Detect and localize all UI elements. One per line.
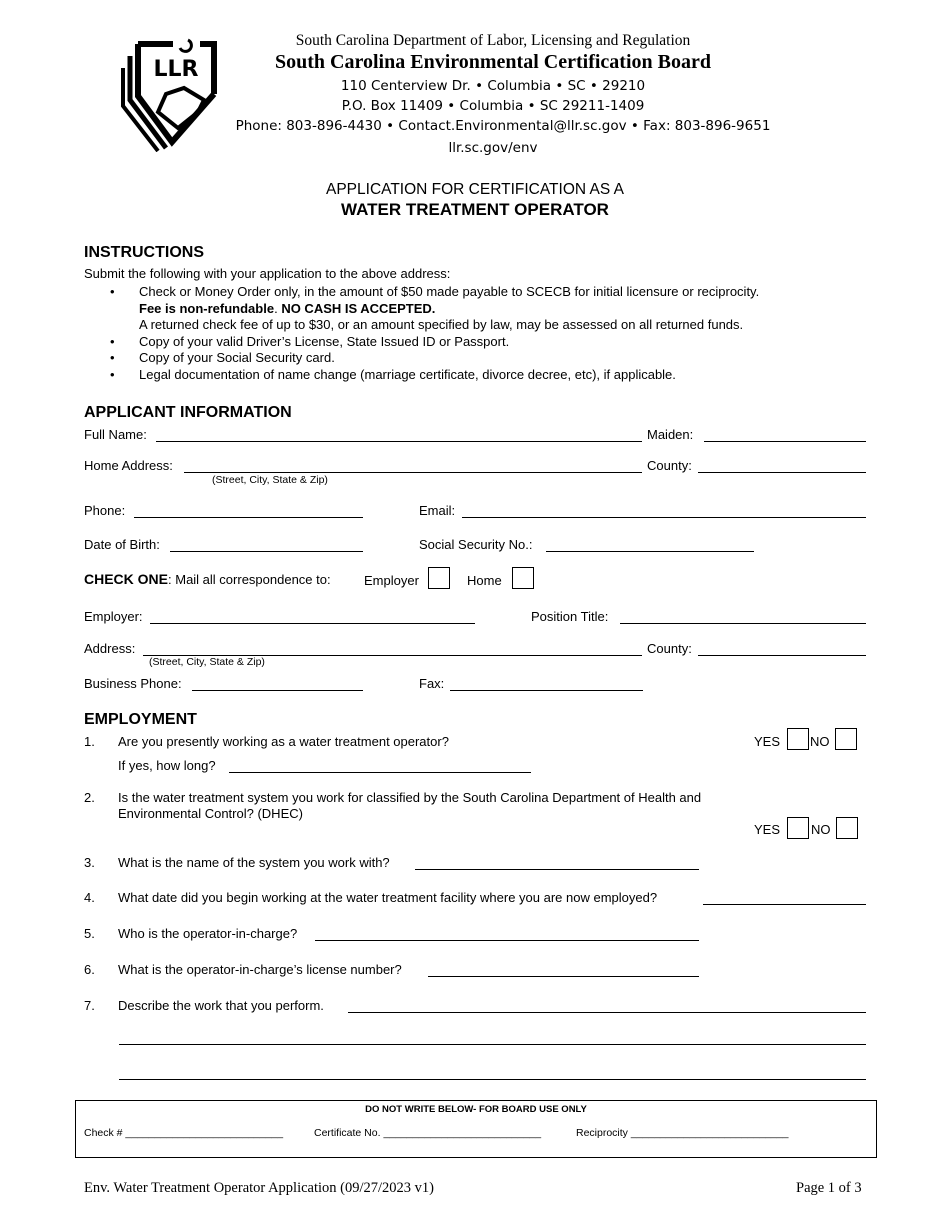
llr-logo: [118, 34, 228, 152]
list-item: • Copy of your valid Driver’s License, State Issued ID or Passport.: [110, 334, 830, 351]
applicant-heading: APPLICANT INFORMATION: [84, 404, 292, 421]
instructions-list: [110, 284, 830, 383]
address-hint: (Street, City, State & Zip): [149, 656, 265, 668]
logo-text: LLR: [153, 57, 199, 82]
dob-label: Date of Birth:: [84, 537, 160, 552]
business-phone-field[interactable]: [192, 690, 363, 691]
q1-no-checkbox[interactable]: [835, 728, 857, 750]
q3-number: 3.: [84, 855, 95, 870]
q6-text: What is the operator-in-charge’s license number?: [118, 962, 402, 977]
phone-label: Phone:: [84, 503, 126, 518]
full-name-label: Full Name:: [84, 427, 147, 442]
how-long-field[interactable]: [229, 772, 531, 773]
footer-form-id: Env. Water Treatment Operator Application (09/27/2023 v1): [84, 1180, 434, 1196]
q1-number: 1.: [84, 734, 95, 749]
letterhead: [118, 30, 888, 158]
board-name: South Carolina Environmental Certification Board: [275, 51, 711, 73]
position-title-field[interactable]: [620, 623, 866, 624]
q2-yes-checkbox[interactable]: [787, 817, 809, 839]
q4-text: What date did you begin working at the water treatment facility where you are now employed?: [118, 890, 658, 905]
home-county-field[interactable]: [698, 472, 866, 473]
q7-text: Describe the work that you perform.: [118, 998, 324, 1013]
maiden-field[interactable]: [704, 441, 866, 442]
home-option-label: Home: [467, 573, 502, 588]
phone-field[interactable]: [134, 517, 363, 518]
board-use-title: DO NOT WRITE BELOW- FOR BOARD USE ONLY: [365, 1104, 587, 1115]
q1-yes-label: YES: [754, 734, 781, 749]
home-address-label: Home Address:: [84, 458, 173, 473]
contact-line: Phone: 803-896-4430 • Contact.Environmental@llr.sc.gov • Fax: 803-896-9651: [235, 118, 771, 134]
q2-number: 2.: [84, 790, 95, 805]
street-address: 110 Centerview Dr. • Columbia • SC • 29210: [340, 78, 646, 94]
system-name-field[interactable]: [415, 869, 699, 870]
employer-option-label: Employer: [364, 573, 419, 588]
q7-number: 7.: [84, 998, 95, 1013]
home-checkbox[interactable]: [512, 567, 534, 589]
q1-followup-text: If yes, how long?: [118, 758, 216, 773]
position-title-label: Position Title:: [531, 609, 609, 624]
work-description-field-1[interactable]: [348, 1012, 866, 1013]
full-name-field[interactable]: [156, 441, 642, 442]
q6-number: 6.: [84, 962, 95, 977]
maiden-label: Maiden:: [647, 427, 694, 442]
county-label: County:: [647, 641, 692, 656]
q3-text: What is the name of the system you work with?: [118, 855, 390, 870]
q5-number: 5.: [84, 926, 95, 941]
home-address-field[interactable]: [184, 472, 642, 473]
email-field[interactable]: [462, 517, 866, 518]
form-title: APPLICATION FOR CERTIFICATION AS A: [326, 181, 624, 198]
email-label: Email:: [419, 503, 456, 518]
q2-no-label: NO: [811, 822, 831, 837]
q1-no-label: NO: [810, 734, 830, 749]
work-description-field-3[interactable]: [119, 1079, 866, 1080]
q2-text-line2: Environmental Control? (DHEC): [118, 806, 303, 821]
work-description-field-2[interactable]: [119, 1044, 866, 1045]
q5-text: Who is the operator-in-charge?: [118, 926, 298, 941]
business-phone-label: Business Phone:: [84, 676, 182, 691]
website: llr.sc.gov/env: [448, 140, 538, 156]
home-county-label: County:: [647, 458, 692, 473]
instructions-heading: INSTRUCTIONS: [84, 244, 204, 261]
employment-heading: EMPLOYMENT: [84, 711, 197, 728]
po-box: P.O. Box 11409 • Columbia • SC 29211-1409: [341, 98, 645, 114]
department-name: South Carolina Department of Labor, Licensing and Regulation: [295, 32, 691, 49]
form-subtitle: WATER TREATMENT OPERATOR: [341, 200, 609, 219]
start-date-field[interactable]: [703, 904, 866, 905]
employer-field[interactable]: [150, 623, 475, 624]
check-one-label: CHECK ONE: Mail all correspondence to:: [84, 571, 331, 587]
ssn-label: Social Security No.:: [419, 537, 533, 552]
q1-yes-checkbox[interactable]: [787, 728, 809, 750]
fax-field[interactable]: [450, 690, 643, 691]
q2-no-checkbox[interactable]: [836, 817, 858, 839]
list-item: • Check or Money Order only, in the amount of $50 made payable to SCECB for initial licensure or reciprocity. Fee is non-refundable. NO CASH IS ACCEPTED. A returned check fee of up to $30, or an amount specified by law, may be assessed on all returned funds.: [110, 284, 830, 334]
board-use-box: [75, 1100, 877, 1158]
q1-text: Are you presently working as a water treatment operator?: [118, 734, 449, 749]
home-address-hint: (Street, City, State & Zip): [212, 474, 328, 486]
letterhead-text: [228, 30, 758, 114]
address-label: Address:: [84, 641, 136, 656]
instructions-intro: Submit the following with your application to the above address:: [84, 266, 451, 281]
list-item: • Copy of your Social Security card.: [110, 350, 830, 367]
footer-page-number: Page 1 of 3: [796, 1180, 862, 1196]
employer-checkbox[interactable]: [428, 567, 450, 589]
ssn-field[interactable]: [546, 551, 754, 552]
fax-label: Fax:: [419, 676, 445, 691]
q2-text-line1: Is the water treatment system you work for classified by the South Carolina Department of Health and: [118, 790, 702, 805]
list-item: • Legal documentation of name change (marriage certificate, divorce decree, etc), if applicable.: [110, 367, 830, 384]
q4-number: 4.: [84, 890, 95, 905]
q2-yes-label: YES: [754, 822, 781, 837]
county-field[interactable]: [698, 655, 866, 656]
license-number-field[interactable]: [428, 976, 699, 977]
certificate-number-field: Certificate No. ___________________________: [314, 1127, 542, 1139]
check-number-field: Check # ___________________________: [84, 1127, 284, 1139]
dob-field[interactable]: [170, 551, 363, 552]
operator-in-charge-field[interactable]: [315, 940, 699, 941]
reciprocity-field: Reciprocity ___________________________: [576, 1127, 789, 1139]
employer-label: Employer:: [84, 609, 143, 624]
